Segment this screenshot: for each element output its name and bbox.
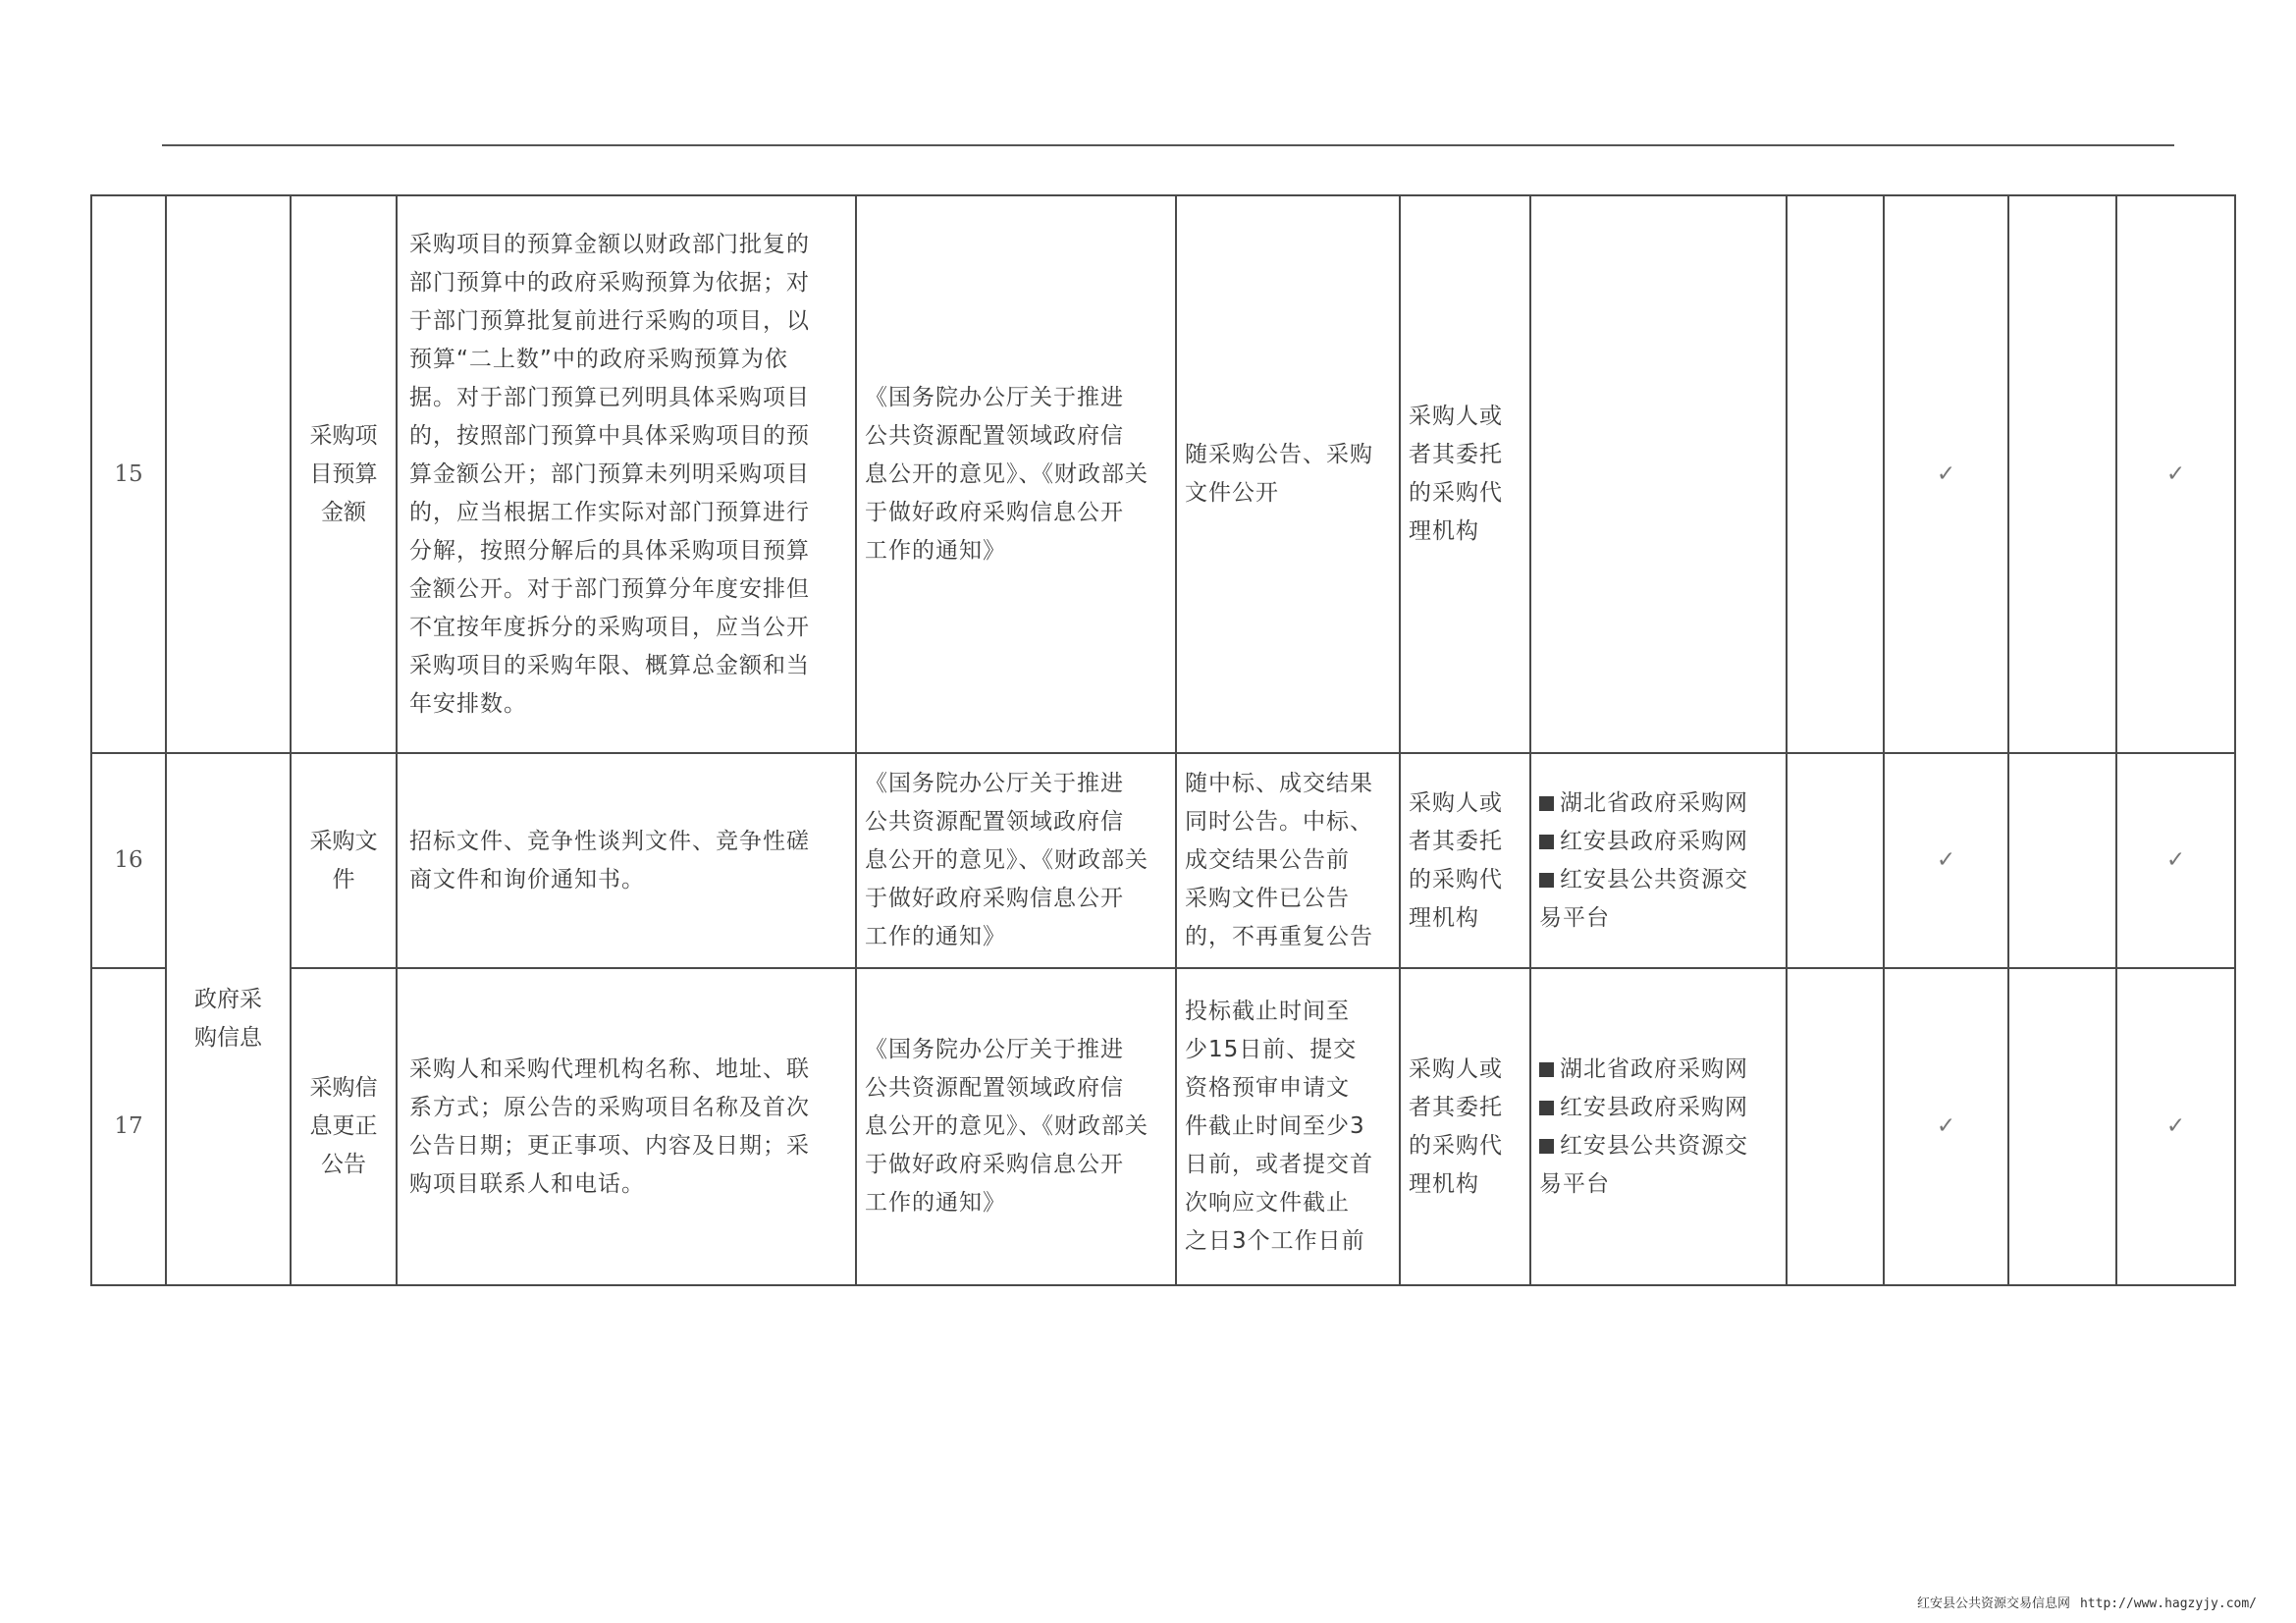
square-bullet-icon (1539, 835, 1554, 849)
channel-cell (1530, 753, 1787, 968)
channel-cell (1530, 195, 1787, 753)
channel-item: 红安县政府采购网 (1539, 1089, 1778, 1127)
channel-item: 湖北省政府采购网 (1539, 784, 1778, 823)
empty-cell (2008, 195, 2116, 753)
footer-site-name: 红安县公共资源交易信息网 (1916, 1596, 2070, 1611)
content-cell: 招标文件、竞争性谈判文件、竞争性磋 商文件和询价通知书。 (397, 753, 856, 968)
empty-cell (2008, 968, 2116, 1285)
check-mark: ✓ (2116, 753, 2235, 968)
time-cell: 投标截止时间至 少15日前、提交 资格预审申请文 件截止时间至少3 日前，或者提交首 次响应文件截止 之日3个工作日前 (1176, 968, 1400, 1285)
subject-cell: 采购人或 者其委托 的采购代 理机构 (1400, 753, 1530, 968)
channel-item: 红安县公共资源交 (1539, 861, 1778, 899)
check-mark: ✓ (1884, 195, 2008, 753)
channel-item: 湖北省政府采购网 (1539, 1051, 1778, 1089)
empty-cell (1787, 195, 1884, 753)
item-cell: 采购信 息更正 公告 (291, 968, 397, 1285)
table-row (91, 968, 2235, 1285)
check-mark: ✓ (1884, 753, 2008, 968)
item-cell: 采购文 件 (291, 753, 397, 968)
square-bullet-icon (1539, 1139, 1554, 1154)
row-number: 15 (91, 195, 166, 753)
table-row (91, 753, 2235, 968)
time-cell: 随采购公告、采购 文件公开 (1176, 195, 1400, 753)
category-cell: 政府采 购信息 (166, 753, 291, 1285)
channel-cell (1530, 968, 1787, 1285)
empty-cell (1787, 968, 1884, 1285)
square-bullet-icon (1539, 1062, 1554, 1077)
item-cell: 采购项 目预算 金额 (291, 195, 397, 753)
channel-item-continued: 易平台 (1539, 1170, 1610, 1197)
channel-item-continued: 易平台 (1539, 904, 1610, 931)
time-cell: 随中标、成交结果 同时公告。中标、 成交结果公告前 采购文件已公告 的，不再重复公告 (1176, 753, 1400, 968)
check-mark: ✓ (2116, 968, 2235, 1285)
footer-url: http://www.hagzyjy.com/ (2079, 1596, 2257, 1611)
table-row (91, 195, 2235, 753)
square-bullet-icon (1539, 1101, 1554, 1115)
subject-cell: 采购人或 者其委托 的采购代 理机构 (1400, 968, 1530, 1285)
footer-watermark (1917, 1593, 2257, 1611)
header-rule (162, 144, 2174, 146)
row-number: 16 (91, 753, 166, 968)
empty-cell (1787, 753, 1884, 968)
check-mark: ✓ (2116, 195, 2235, 753)
channel-item: 红安县政府采购网 (1539, 823, 1778, 861)
disclosure-table (90, 194, 2236, 1286)
square-bullet-icon (1539, 796, 1554, 811)
square-bullet-icon (1539, 873, 1554, 888)
row-number: 17 (91, 968, 166, 1285)
empty-cell (2008, 753, 2116, 968)
check-mark: ✓ (1884, 968, 2008, 1285)
subject-cell: 采购人或 者其委托 的采购代 理机构 (1400, 195, 1530, 753)
basis-cell: 《国务院办公厅关于推进 公共资源配置领域政府信 息公开的意见》、《财政部关 于做好政府采购信息公开 工作的通知》 (856, 968, 1176, 1285)
content-cell: 采购项目的预算金额以财政部门批复的 部门预算中的政府采购预算为依据；对 于部门预算批复前进行采购的项目，以 预算“二上数”中的政府采购预算为依 据。对于部门预算已列明具体采购项目 的，按照部门预算中具体采购项目的预 算金额公开；部门预算未列明采购项目 的，应当根据工作实际对部门预算进行 分解，按照分解后的具体采购项目预算 金额公开。对于部门预算分年度安排但 不宜按年度拆分的采购项目，应当公开 采购项目的采购年限、概算总金额和当 年安排数。 (397, 195, 856, 753)
content-cell: 采购人和采购代理机构名称、地址、联 系方式；原公告的采购项目名称及首次 公告日期；更正事项、内容及日期；采 购项目联系人和电话。 (397, 968, 856, 1285)
basis-cell: 《国务院办公厅关于推进 公共资源配置领域政府信 息公开的意见》、《财政部关 于做好政府采购信息公开 工作的通知》 (856, 195, 1176, 753)
category-cell (166, 195, 291, 753)
basis-cell: 《国务院办公厅关于推进 公共资源配置领域政府信 息公开的意见》、《财政部关 于做好政府采购信息公开 工作的通知》 (856, 753, 1176, 968)
channel-item: 红安县公共资源交 (1539, 1127, 1778, 1165)
